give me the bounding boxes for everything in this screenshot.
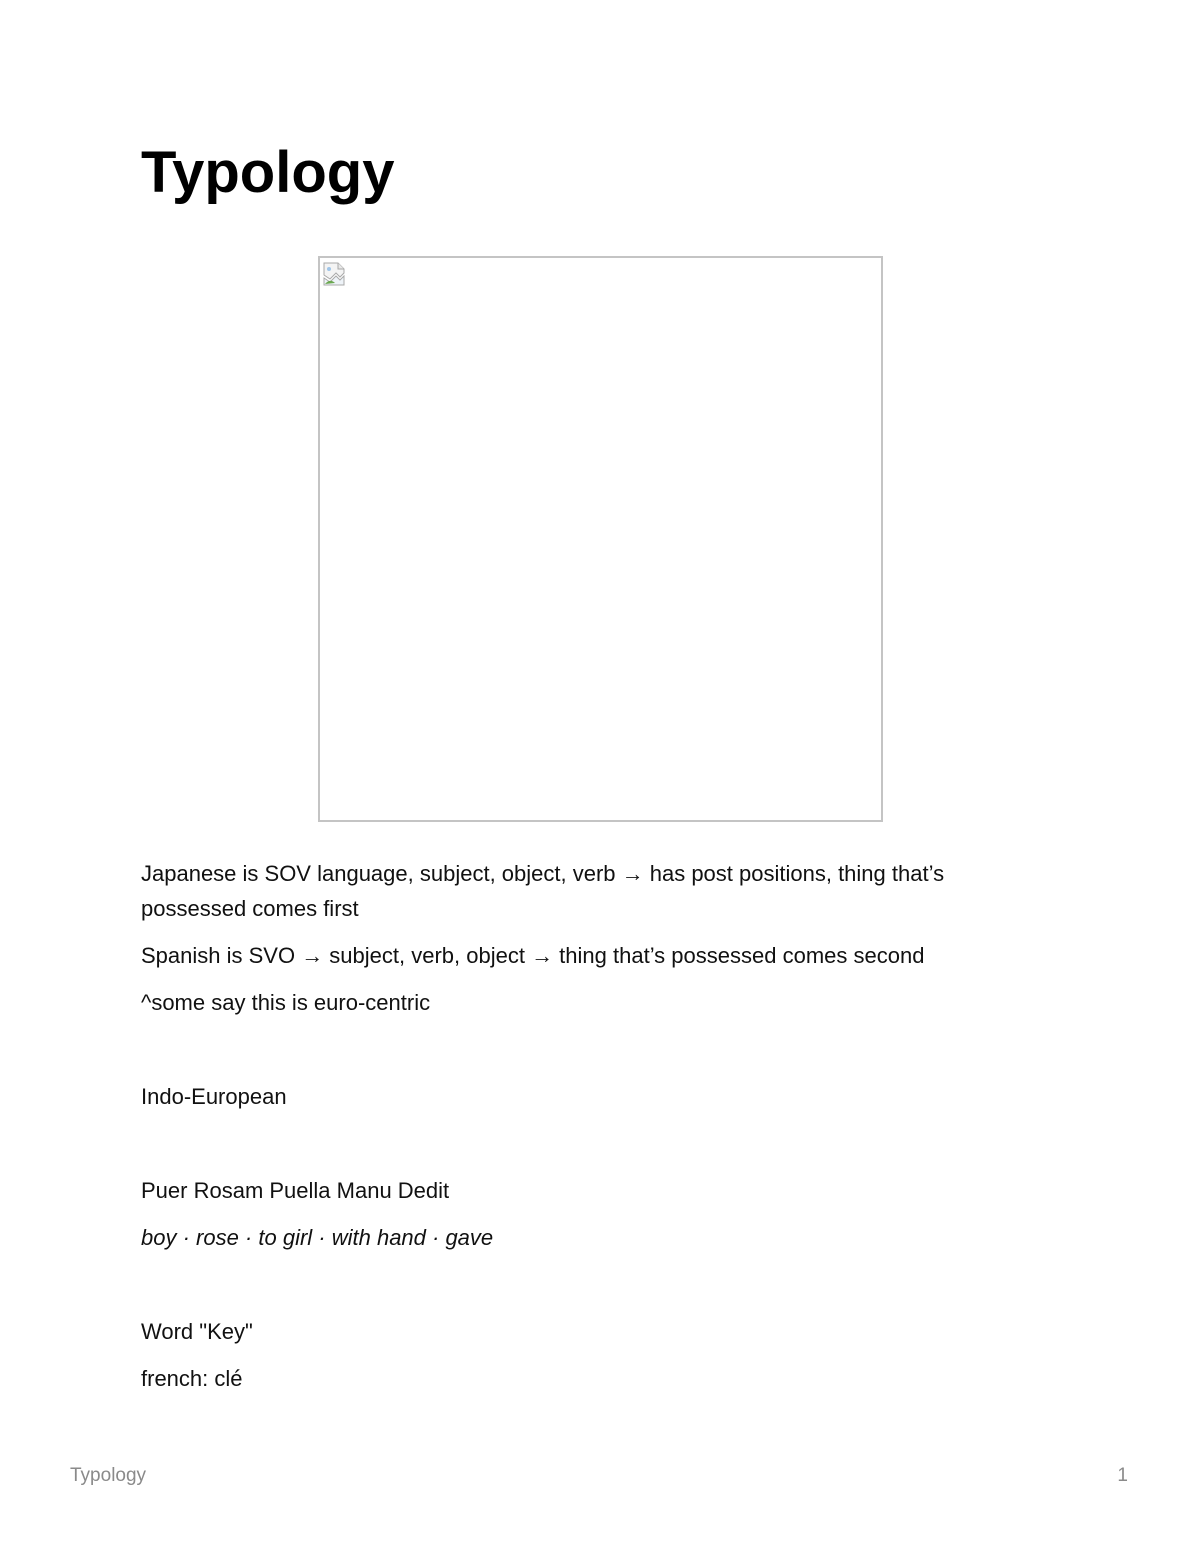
broken-image-icon [322,261,348,287]
paragraph-spanish: Spanish is SVO → subject, verb, object → thing that’s possessed comes second [141,943,925,968]
paragraph-eurocentric-note: ^some say this is euro-centric [141,990,431,1015]
paragraph-word-key: Word "Key" [141,1319,253,1344]
paragraph-japanese: Japanese is SOV language, subject, object, verb → has post positions, thing that’s possessed comes first [141,861,945,921]
paragraph-indo-european: Indo-European [141,1084,287,1109]
footer-page-number: 1 [1117,1465,1128,1486]
footer-document-title: Typology [70,1465,147,1486]
paragraph-french-cle: french: clé [141,1366,243,1391]
page-title: Typology [141,140,395,205]
image-placeholder [318,256,883,822]
paragraph-latin-sentence: Puer Rosam Puella Manu Dedit [141,1178,450,1203]
paragraph-latin-gloss: boy · rose · to girl · with hand · gave [141,1225,494,1250]
